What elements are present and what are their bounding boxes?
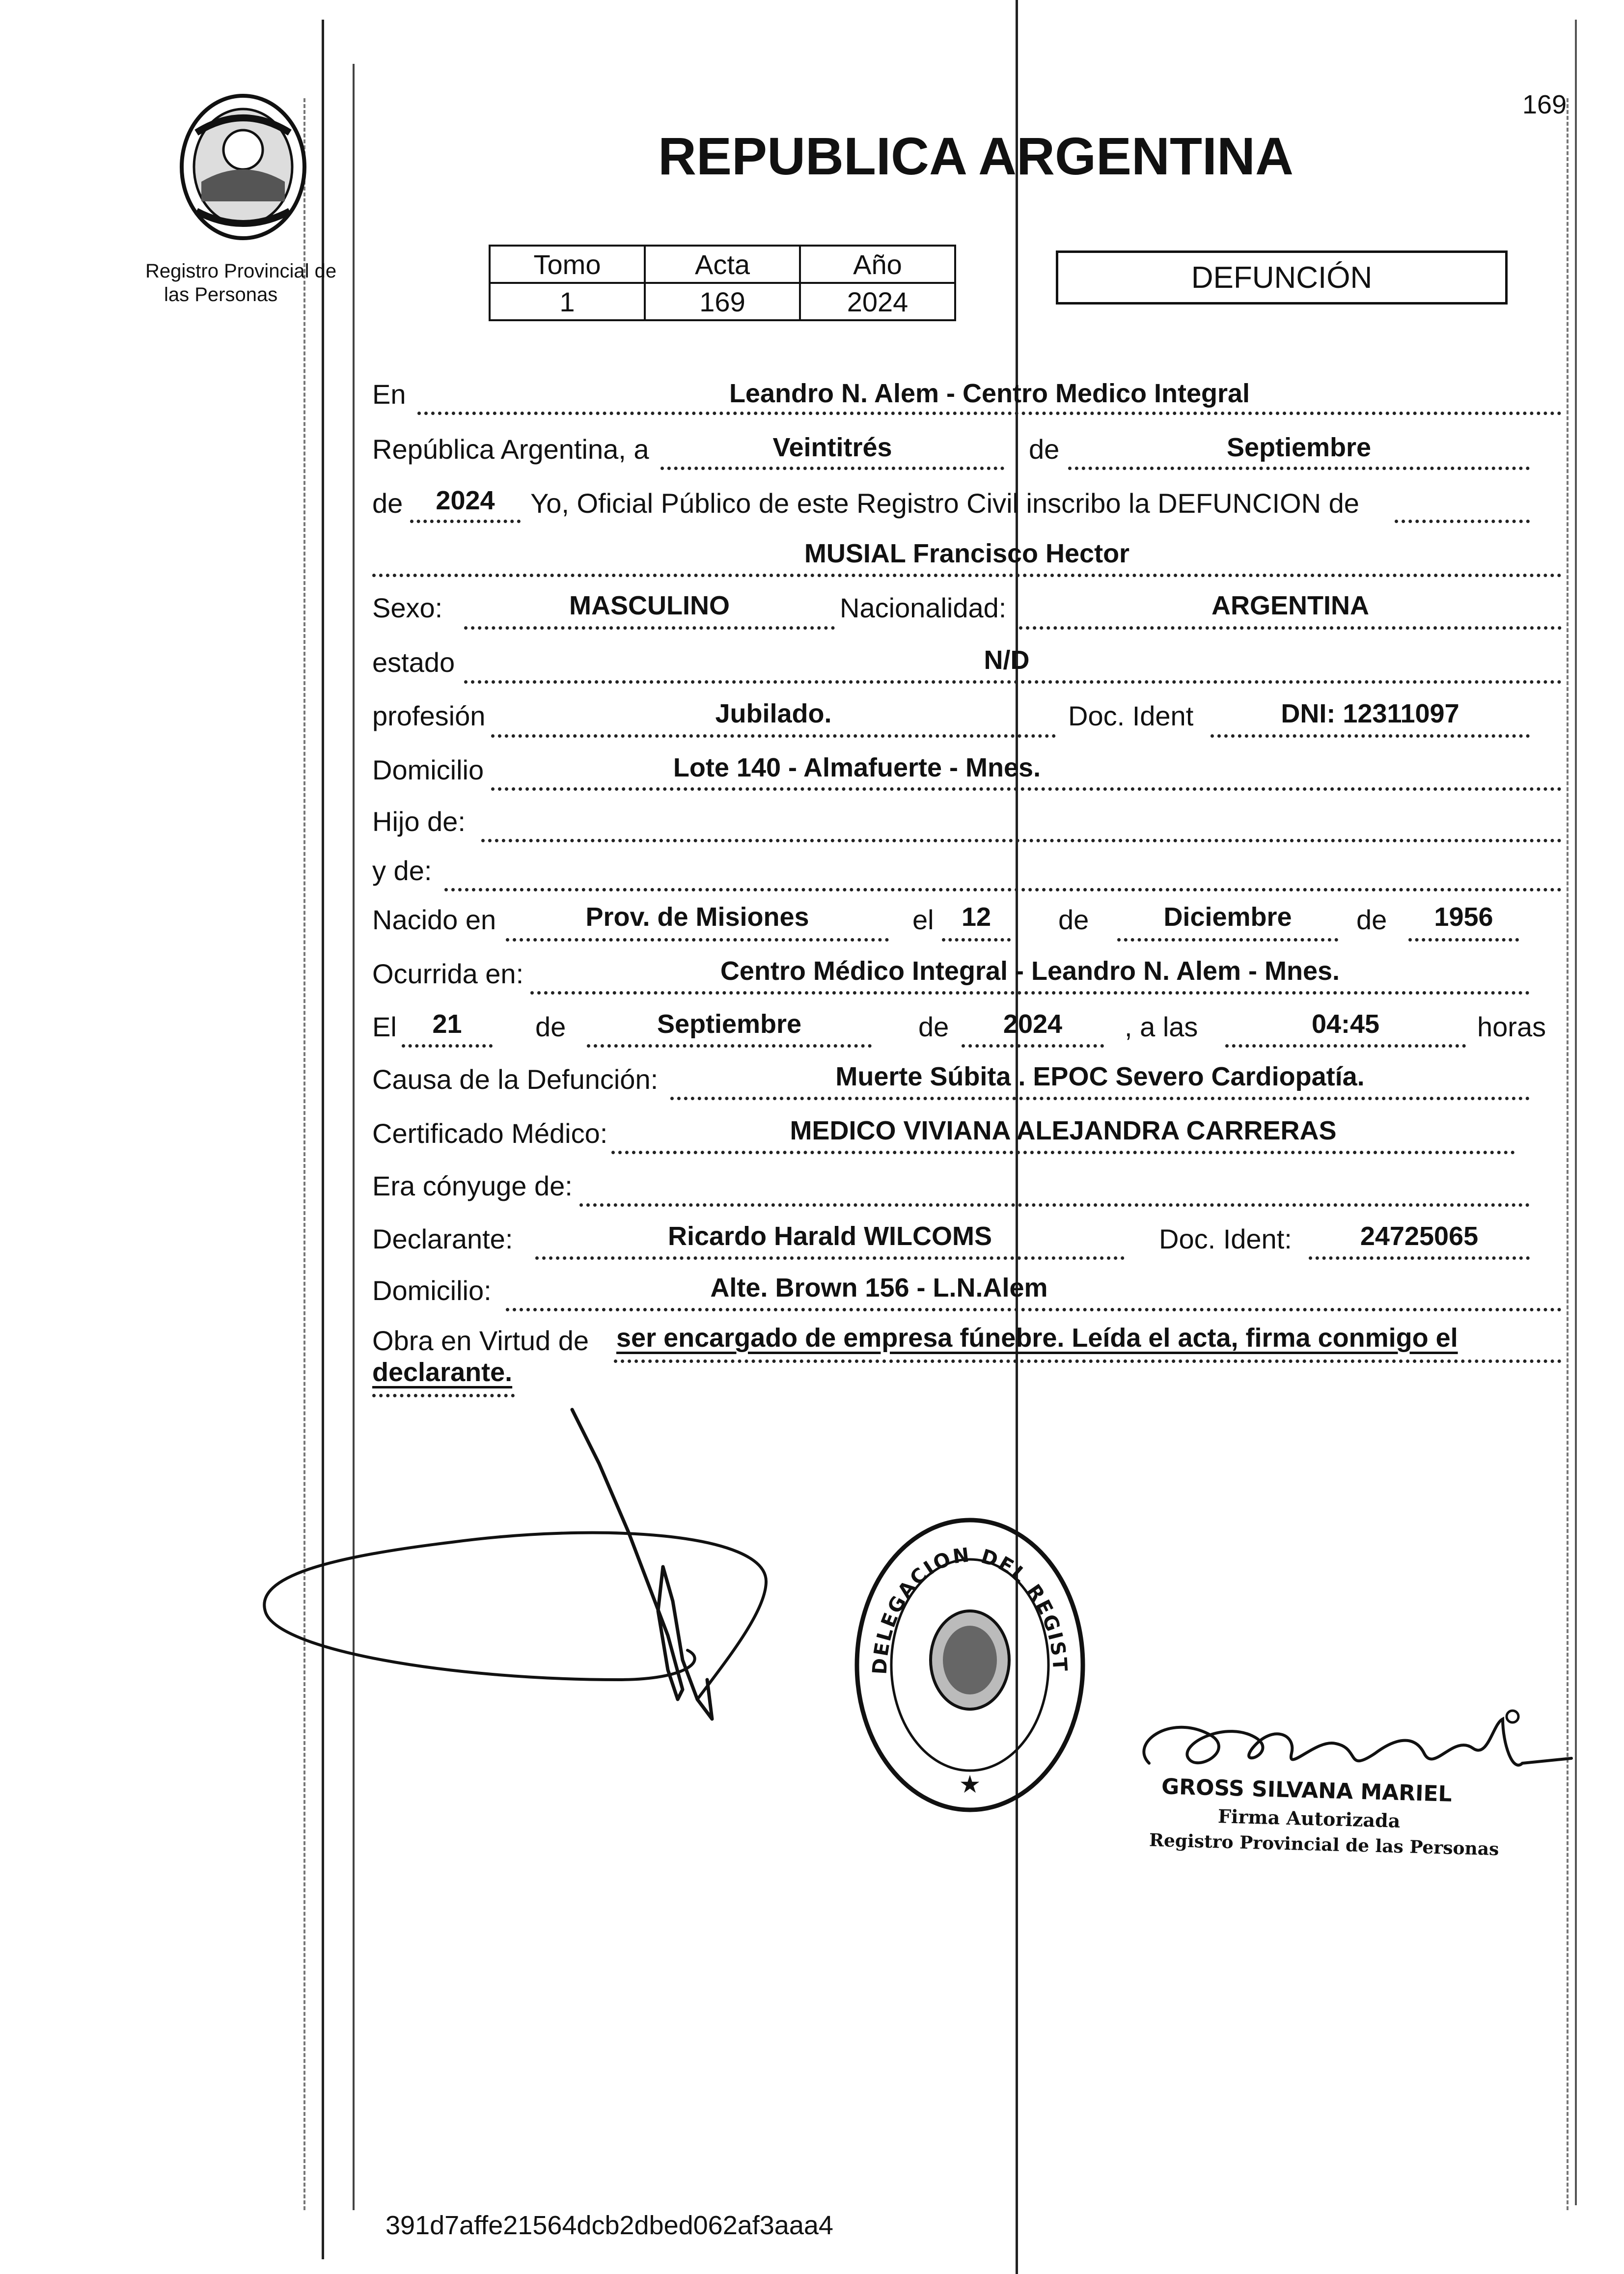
domicilio-dotline [491, 787, 1562, 791]
en-value: Leandro N. Alem - Centro Medico Integral [729, 379, 1250, 408]
doc-type-box [1056, 250, 1508, 305]
left-inner-line [353, 64, 355, 2210]
de-label-3: de [1058, 904, 1089, 935]
nombre-value: MUSIAL Francisco Hector [804, 539, 1130, 568]
nac-mes-dotline [1117, 938, 1338, 942]
acta-header: Acta [645, 246, 800, 283]
declarante-dotline [535, 1256, 1125, 1260]
nac-dia-value: 12 [961, 902, 991, 932]
nacido-en-label: Nacido en [372, 904, 496, 935]
nac-dia-dotline [942, 938, 1011, 942]
def-mes-dotline [587, 1044, 872, 1048]
svg-text:★: ★ [959, 1771, 981, 1798]
page-number: 169 [1522, 90, 1567, 119]
nacionalidad-label: Nacionalidad: [840, 592, 1007, 623]
acta-value: 169 [645, 283, 800, 320]
el-label-2: El [372, 1011, 397, 1042]
right-margin-line [1575, 20, 1577, 2205]
anio-dotline [410, 520, 521, 523]
tomo-header: Tomo [490, 246, 645, 283]
estado-value: N/D [984, 645, 1030, 675]
nacionalidad-dotline [1019, 626, 1562, 630]
nac-anio-dotline [1408, 938, 1519, 942]
official-title: Firma Autorizada [1217, 1805, 1401, 1832]
ocurrida-label: Ocurrida en: [372, 958, 524, 989]
dia-dotline [661, 467, 1004, 470]
conyuge-label: Era cónyuge de: [372, 1170, 573, 1201]
nombre-dotline [372, 574, 1562, 577]
domicilio-label: Domicilio [372, 754, 484, 785]
mes-value: Septiembre [1226, 433, 1372, 462]
de-label-4: de [1356, 904, 1387, 935]
y-de-dotline [444, 888, 1562, 891]
en-dotline [417, 412, 1562, 415]
el-label-1: el [912, 904, 934, 935]
sexo-value: MASCULINO [569, 591, 730, 620]
def-hora-dotline [1225, 1044, 1466, 1048]
y-de-label: y de: [372, 855, 432, 886]
obra-dotline-2 [372, 1394, 515, 1397]
profesion-value: Jubilado. [715, 699, 832, 728]
registry-line-1: Registro Provincial de [145, 260, 337, 282]
doc-ident-value: DNI: 12311097 [1281, 699, 1459, 728]
profesion-dotline [491, 734, 1056, 738]
obra-dotline [614, 1359, 1562, 1363]
left-dashed-edge [303, 98, 305, 2210]
yo-dotline [1395, 520, 1530, 523]
de-label-5: de [535, 1011, 566, 1042]
registry-line-2: las Personas [164, 284, 278, 305]
def-anio-dotline [962, 1044, 1104, 1048]
a-las-label: , a las [1125, 1011, 1198, 1042]
hijo-de-label: Hijo de: [372, 806, 466, 837]
def-hora-value: 04:45 [1311, 1009, 1380, 1039]
causa-dotline [670, 1097, 1530, 1100]
anio-value: 2024 [800, 283, 955, 320]
yo-text: Yo, Oficial Público de este Registro Civil inscribo la DEFUNCION de [530, 488, 1359, 519]
decl-doc-label: Doc. Ident: [1159, 1223, 1292, 1254]
sexo-dotline [464, 626, 835, 630]
ocurrida-dotline [530, 991, 1530, 995]
def-mes-value: Septiembre [657, 1009, 802, 1039]
domicilio-value: Lote 140 - Almafuerte - Mnes. [673, 753, 1041, 782]
obra-value: ser encargado de empresa fúnebre. Leída el acta, firma conmigo el [616, 1323, 1458, 1353]
nac-mes-value: Diciembre [1163, 902, 1292, 932]
causa-value: Muerte Súbita . EPOC Severo Cardiopatía. [835, 1062, 1365, 1091]
en-label: En [372, 379, 406, 410]
certificado-label: Certificado Médico: [372, 1118, 608, 1149]
decl-domicilio-label: Domicilio: [372, 1275, 492, 1306]
coat-of-arms-logo [172, 88, 314, 246]
anio-value: 2024 [436, 486, 495, 515]
declarante-label: Declarante: [372, 1223, 513, 1254]
decl-domicilio-dotline [506, 1308, 1562, 1311]
obra-label: Obra en Virtud de [372, 1325, 589, 1356]
document-hash: 391d7affe21564dcb2dbed062af3aaa4 [385, 2211, 833, 2240]
causa-label: Causa de la Defunción: [372, 1064, 659, 1095]
page-title: REPUBLICA ARGENTINA [658, 126, 1294, 186]
conyuge-dotline [579, 1203, 1530, 1207]
horas-label: horas [1477, 1011, 1546, 1042]
left-margin-line [322, 20, 324, 2259]
mes-dotline [1068, 467, 1530, 470]
ocurrida-value: Centro Médico Integral - Leandro N. Alem - Mnes. [720, 956, 1340, 986]
profesion-label: profesión [372, 700, 486, 731]
reference-table [489, 245, 956, 321]
nacido-en-dotline [506, 938, 889, 942]
official-name: GROSS SILVANA MARIEL [1161, 1774, 1453, 1807]
decl-domicilio-value: Alte. Brown 156 - L.N.Alem [710, 1273, 1048, 1303]
tomo-value: 1 [490, 283, 645, 320]
doc-type-label: DEFUNCIÓN [1191, 260, 1373, 295]
decl-doc-dotline [1309, 1256, 1530, 1260]
decl-doc-value: 24725065 [1360, 1221, 1479, 1251]
obra-value-2: declarante. [372, 1358, 513, 1387]
anio-header: Año [800, 246, 955, 283]
hijo-de-dotline [481, 839, 1562, 842]
def-dia-dotline [402, 1044, 493, 1048]
seal-ring-text: DELEGACION DEL REGIST [868, 1543, 1072, 1675]
official-registry: Registro Provincial de las Personas [1149, 1830, 1499, 1860]
def-dia-value: 21 [432, 1009, 462, 1039]
nacionalidad-value: ARGENTINA [1211, 591, 1369, 620]
de-label-6: de [918, 1011, 949, 1042]
dia-value: Veintitrés [772, 433, 892, 462]
doc-ident-dotline [1211, 734, 1530, 738]
de-label-1: de [1029, 434, 1060, 465]
sexo-label: Sexo: [372, 592, 443, 623]
doc-ident-label: Doc. Ident [1068, 700, 1194, 731]
certificado-value: MEDICO VIVIANA ALEJANDRA CARRERAS [790, 1116, 1337, 1145]
estado-dotline [464, 680, 1562, 684]
republica-label: República Argentina, a [372, 434, 649, 465]
estado-label: estado [372, 647, 455, 678]
certificado-dotline [611, 1151, 1515, 1154]
declarante-value: Ricardo Harald WILCOMS [667, 1221, 992, 1251]
declarant-signature [255, 1405, 845, 1788]
right-dashed-edge [1567, 98, 1569, 2210]
de-label-2: de [372, 488, 403, 519]
def-anio-value: 2024 [1003, 1009, 1063, 1039]
nac-anio-value: 1956 [1434, 902, 1493, 932]
official-seal-stamp [852, 1513, 1088, 1817]
nacido-en-value: Prov. de Misiones [585, 902, 809, 932]
